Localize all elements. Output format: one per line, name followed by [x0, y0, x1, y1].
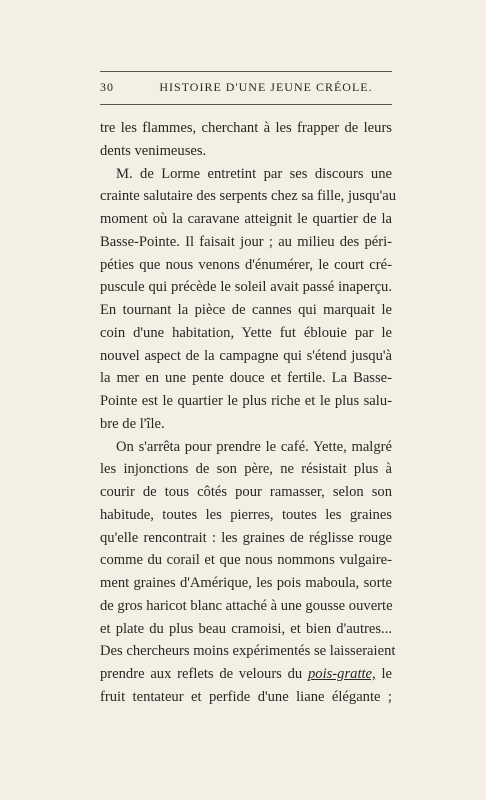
- line-end: le: [381, 666, 392, 682]
- text-line: fruit tentateur et perfide d'une liane élégante ;: [100, 688, 392, 705]
- text-line: et plate du plus beau cramoisi, et bien d'autres...: [100, 620, 392, 637]
- text-line: moment où la caravane atteignit le quartier de la: [100, 211, 392, 227]
- text-line: bre de l'île.: [100, 415, 165, 432]
- text-line: la mer en une pente douce et fertile. La Basse-: [100, 370, 392, 387]
- body-text: [100, 117, 397, 709]
- text-line: crainte salutaire des serpents chez sa fille, jusqu'au: [100, 188, 397, 205]
- text-line: péties que nous venons d'énumérer, le court cré-: [100, 256, 392, 273]
- text-line: les injonctions de son père, ne résistait plus à: [100, 461, 392, 478]
- text-line: Des chercheurs moins expérimentés se laisseraient: [100, 643, 396, 660]
- header-rule-bottom: [100, 104, 392, 105]
- text-line: qu'elle rencontrait : les graines de réglisse rouge: [100, 529, 392, 546]
- text-line: coin d'une habitation, Yette fut éblouie par le: [100, 324, 392, 341]
- italic-term: pois-gratte,: [307, 666, 376, 682]
- text-line: ment graines d'Amérique, les pois maboula, sorte: [100, 575, 392, 591]
- text-line: Basse-Pointe. Il faisait jour ; au milieu des péri-: [100, 233, 392, 250]
- text-line: courir de tous côtés pour ramasser, selon son: [100, 484, 392, 500]
- line-start: prendre aux reflets de velours du: [100, 666, 303, 682]
- text-line: nouvel aspect de la campagne qui s'étend jusqu'à: [100, 347, 392, 364]
- running-title: HISTOIRE D'UNE JEUNE CRÉOLE.: [159, 80, 373, 94]
- page-number: 30: [100, 80, 114, 94]
- text-line: En tournant la pièce de cannes qui marquait le: [100, 302, 392, 318]
- text-line: On s'arrêta pour prendre le café. Yette, malgré: [116, 438, 392, 455]
- text-line: Pointe est le quartier le plus riche et le plus salu-: [100, 393, 392, 409]
- text-line: puscule qui précède le soleil avait passé inaperçu.: [100, 279, 392, 296]
- text-line: comme du corail et que nous nommons vulgaire-: [100, 552, 392, 569]
- text-line: dents venimeuses.: [100, 142, 207, 159]
- text-line: M. de Lorme entretint par ses discours une: [116, 165, 392, 182]
- running-head: [100, 80, 392, 98]
- text-line: de gros haricot blanc attaché à une gousse ouverte: [100, 597, 393, 614]
- text-line: tre les flammes, cherchant à les frapper de leurs: [100, 120, 392, 136]
- text-line-with-italic: [100, 663, 392, 686]
- header-rule-top: [100, 71, 392, 72]
- text-line: habitude, toutes les pierres, toutes les graines: [100, 506, 392, 523]
